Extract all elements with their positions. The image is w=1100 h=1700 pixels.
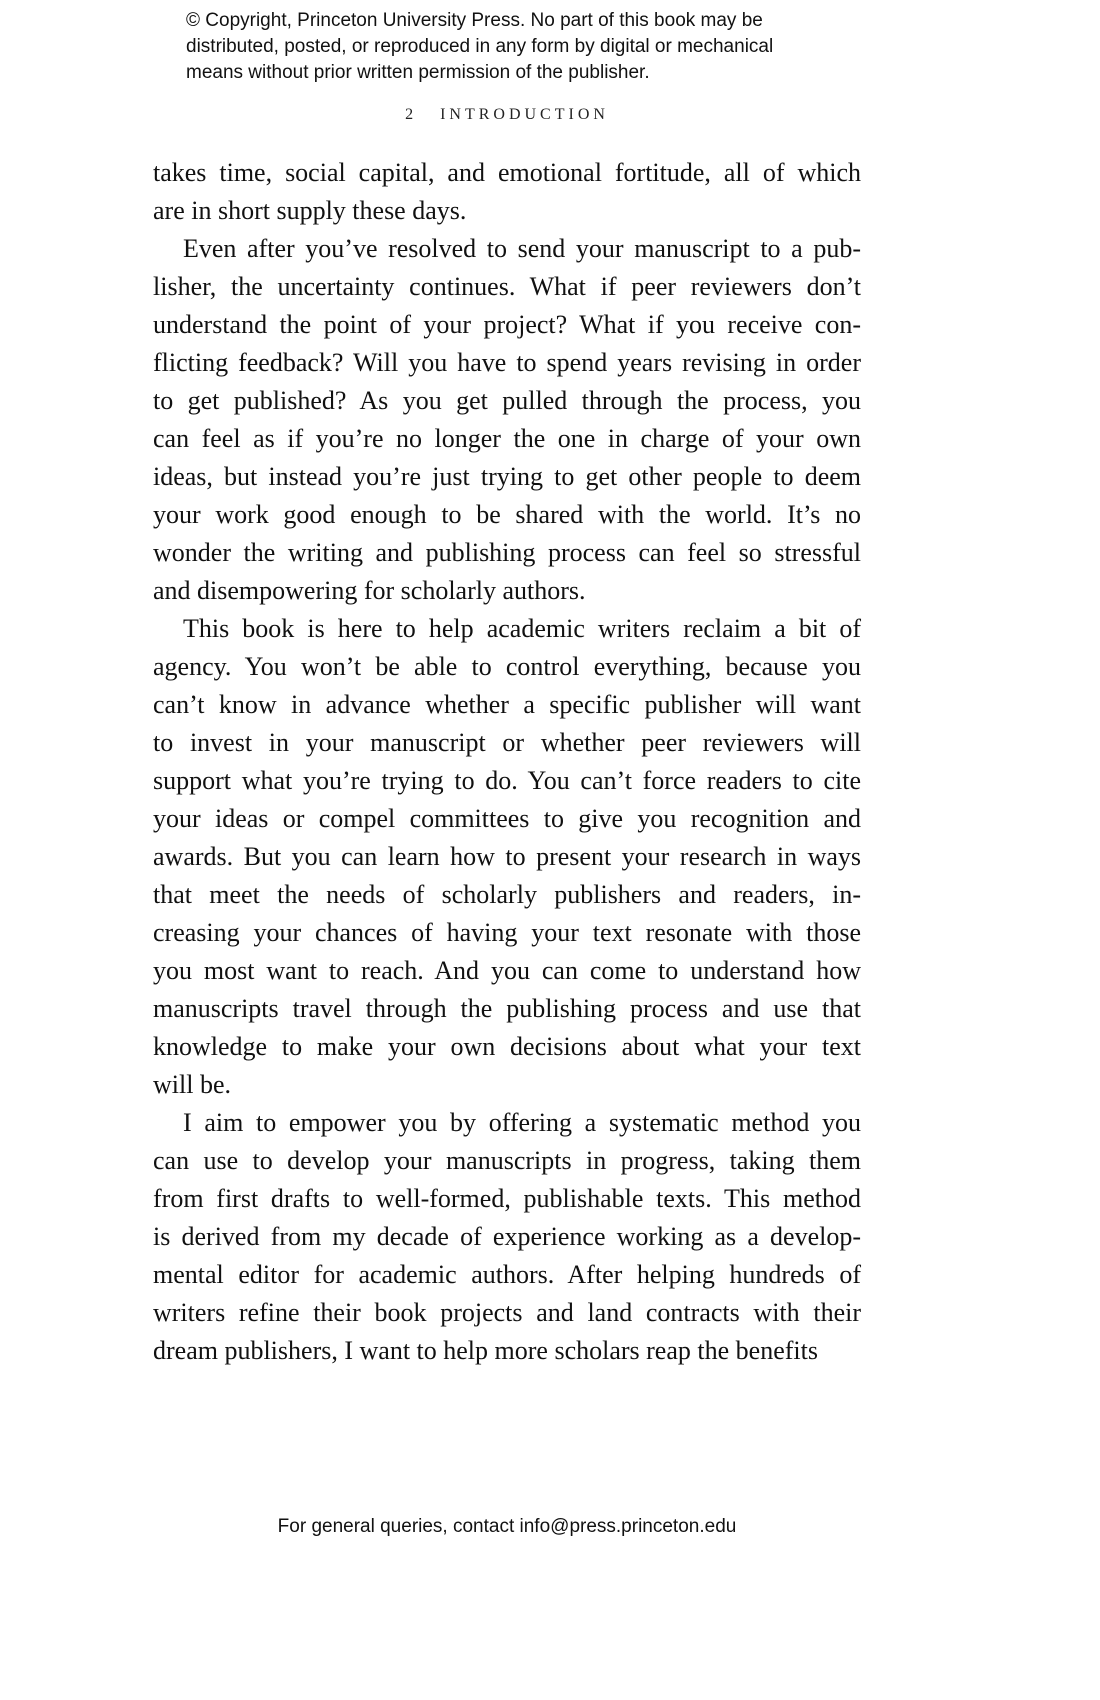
text-line: and disempowering for scholarly authors.	[153, 576, 586, 605]
copyright-notice	[186, 8, 773, 86]
text-line: mental editor for academic authors. After helping hundreds of	[153, 1260, 861, 1289]
section-title: INTRODUCTION	[440, 106, 609, 123]
text-line: I aim to empower you by offering a systematic method you	[183, 1108, 861, 1137]
text-line: your ideas or compel committees to give you recognition and	[153, 804, 861, 833]
text-line: can use to develop your manuscripts in progress, taking them	[153, 1146, 861, 1175]
paragraph	[153, 154, 861, 230]
text-line: can feel as if you’re no longer the one in charge of your own	[153, 424, 861, 453]
copyright-line: means without prior written permission of the publisher.	[186, 62, 650, 83]
copyright-line: © Copyright, Princeton University Press. No part of this book may be	[186, 10, 763, 31]
text-line: will be.	[153, 1070, 231, 1099]
page-number: 2	[405, 106, 415, 123]
text-line: from first drafts to well-formed, publishable texts. This method	[153, 1184, 861, 1213]
text-line: lisher, the uncertainty continues. What if peer reviewers don’t	[153, 272, 861, 301]
page-footer	[153, 1516, 861, 1538]
text-line: ideas, but instead you’re just trying to get other people to deem	[153, 462, 861, 491]
page-header	[153, 106, 861, 124]
text-line: understand the point of your project? What if you receive con-	[153, 310, 861, 339]
text-line: flicting feedback? Will you have to spend years revising in order	[153, 348, 861, 377]
text-line: Even after you’ve resolved to send your manuscript to a pub-	[183, 234, 861, 263]
text-line: agency. You won’t be able to control everything, because you	[153, 652, 861, 681]
text-line: writers refine their book projects and land contracts with their	[153, 1298, 861, 1327]
text-line: can’t know in advance whether a specific publisher will want	[153, 690, 861, 719]
body-text	[153, 154, 861, 1370]
text-line: awards. But you can learn how to present your research in ways	[153, 842, 861, 871]
text-line: creasing your chances of having your text resonate with those	[153, 918, 861, 947]
text-line: that meet the needs of scholarly publishers and readers, in-	[153, 880, 861, 909]
text-line: wonder the writing and publishing process can feel so stressful	[153, 538, 861, 567]
text-line: you most want to reach. And you can come to understand how	[153, 956, 861, 985]
text-line: knowledge to make your own decisions about what your text	[153, 1032, 861, 1061]
footer-text: For general queries, contact info@press.princeton.edu	[277, 1516, 737, 1537]
text-line: manuscripts travel through the publishing process and use that	[153, 994, 861, 1023]
text-line: This book is here to help academic writers reclaim a bit of	[183, 614, 861, 643]
text-line: to invest in your manuscript or whether peer reviewers will	[153, 728, 861, 757]
paragraph	[153, 230, 861, 610]
text-line: are in short supply these days.	[153, 196, 467, 225]
paragraph	[153, 1104, 861, 1370]
text-line: takes time, social capital, and emotional fortitude, all of which	[153, 158, 861, 187]
text-line: is derived from my decade of experience working as a develop-	[153, 1222, 861, 1251]
text-line: dream publishers, I want to help more scholars reap the benefits	[153, 1336, 818, 1365]
text-line: your work good enough to be shared with the world. It’s no	[153, 500, 861, 529]
text-line: to get published? As you get pulled through the process, you	[153, 386, 861, 415]
text-line: support what you’re trying to do. You can’t force readers to cite	[153, 766, 861, 795]
copyright-line: distributed, posted, or reproduced in any form by digital or mechanical	[186, 36, 774, 57]
paragraph	[153, 610, 861, 1104]
